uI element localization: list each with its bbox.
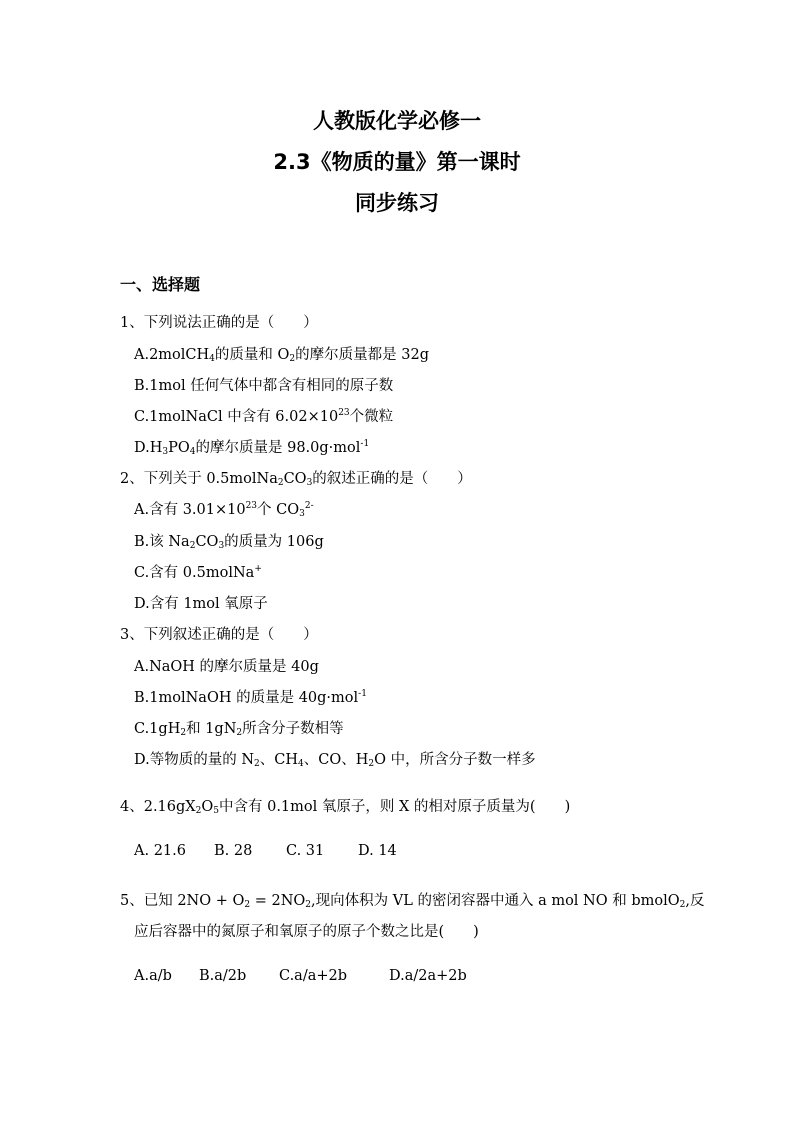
question-5-option-c: C.a/a+2b	[279, 968, 348, 984]
question-3-option-d: D.等物质的量的 $N_2$、$CH_4$、CO、$H_2O$ 中，所含分子数一样多	[134, 752, 536, 769]
question-3-option-b: B.1molNaOH 的质量是 40g·mol$^{-1}$	[134, 689, 367, 706]
question-1-option-a: A.2molCH$_4$的质量和 $O_2$的摩尔质量都是 32g	[134, 347, 429, 364]
question-5-options	[134, 968, 467, 984]
question-3-stem: 3、下列叙述正确的是（ ）	[120, 627, 318, 643]
question-5-stem: 5、已知 $2NO + O_2 = 2NO_2$,现向体积为 VL 的密闭容器中通入 a mol NO 和 bmolO$_2$,反	[120, 893, 705, 910]
doc-subtitle-2: 同步练习	[355, 191, 439, 215]
question-1-stem: 1、下列说法正确的是（ ）	[120, 315, 318, 331]
question-1-option-c: C.1molNaCl 中含有 $6.02\times 10^{23}$个微粒	[134, 408, 394, 425]
question-5-option-d: D.a/2a+2b	[389, 968, 467, 984]
question-4-options	[134, 843, 397, 859]
question-5-option-a: A.a/b	[134, 968, 172, 984]
question-1-option-d: $D.H_3PO_4$的摩尔质量是 98.0g·mol$^{-1}$	[134, 439, 370, 457]
question-2-option-d: D.含有 1mol 氧原子	[134, 596, 268, 612]
question-5-option-b: B.a/2b	[199, 968, 247, 984]
question-3-option-a: A.NaOH 的摩尔质量是 40g	[134, 659, 319, 675]
doc-title: 人教版化学必修一	[313, 109, 481, 133]
question-2-stem: 2、下列关于 $0.5molNa_2CO_3$的叙述正确的是（ ）	[120, 471, 472, 488]
question-5-stem-continued: 应后容器中的氮原子和氧原子的原子个数之比是( )	[134, 924, 479, 940]
question-4-stem: 4、$2.16gX_2O_5$中含有 0.1mol 氧原子，则 X 的相对原子质量为( )	[120, 799, 571, 816]
question-3-option-c: $C.1gH_2$和 $1gN_2$所含分子数相等	[134, 721, 344, 738]
question-2-option-b: B.该 $Na_2CO_3$的质量为 106g	[134, 534, 324, 551]
question-2-option-c: C.含有 0.5molNa+	[134, 564, 262, 581]
doc-subtitle: 2.3《物质的量》第一课时	[273, 150, 521, 174]
question-4-option-d: D. 14	[358, 843, 397, 859]
question-1-option-b: B.1mol 任何气体中都含有相同的原子数	[134, 378, 394, 394]
section-heading: 一、选择题	[120, 275, 201, 294]
question-4-option-a: A. 21.6	[134, 843, 186, 859]
question-4-option-b: B. 28	[214, 843, 253, 859]
question-2-option-a: A.含有 $3.01\times 10^{23}$个 $CO_3^{2-}$	[134, 501, 314, 519]
question-4-option-c: C. 31	[286, 843, 325, 859]
